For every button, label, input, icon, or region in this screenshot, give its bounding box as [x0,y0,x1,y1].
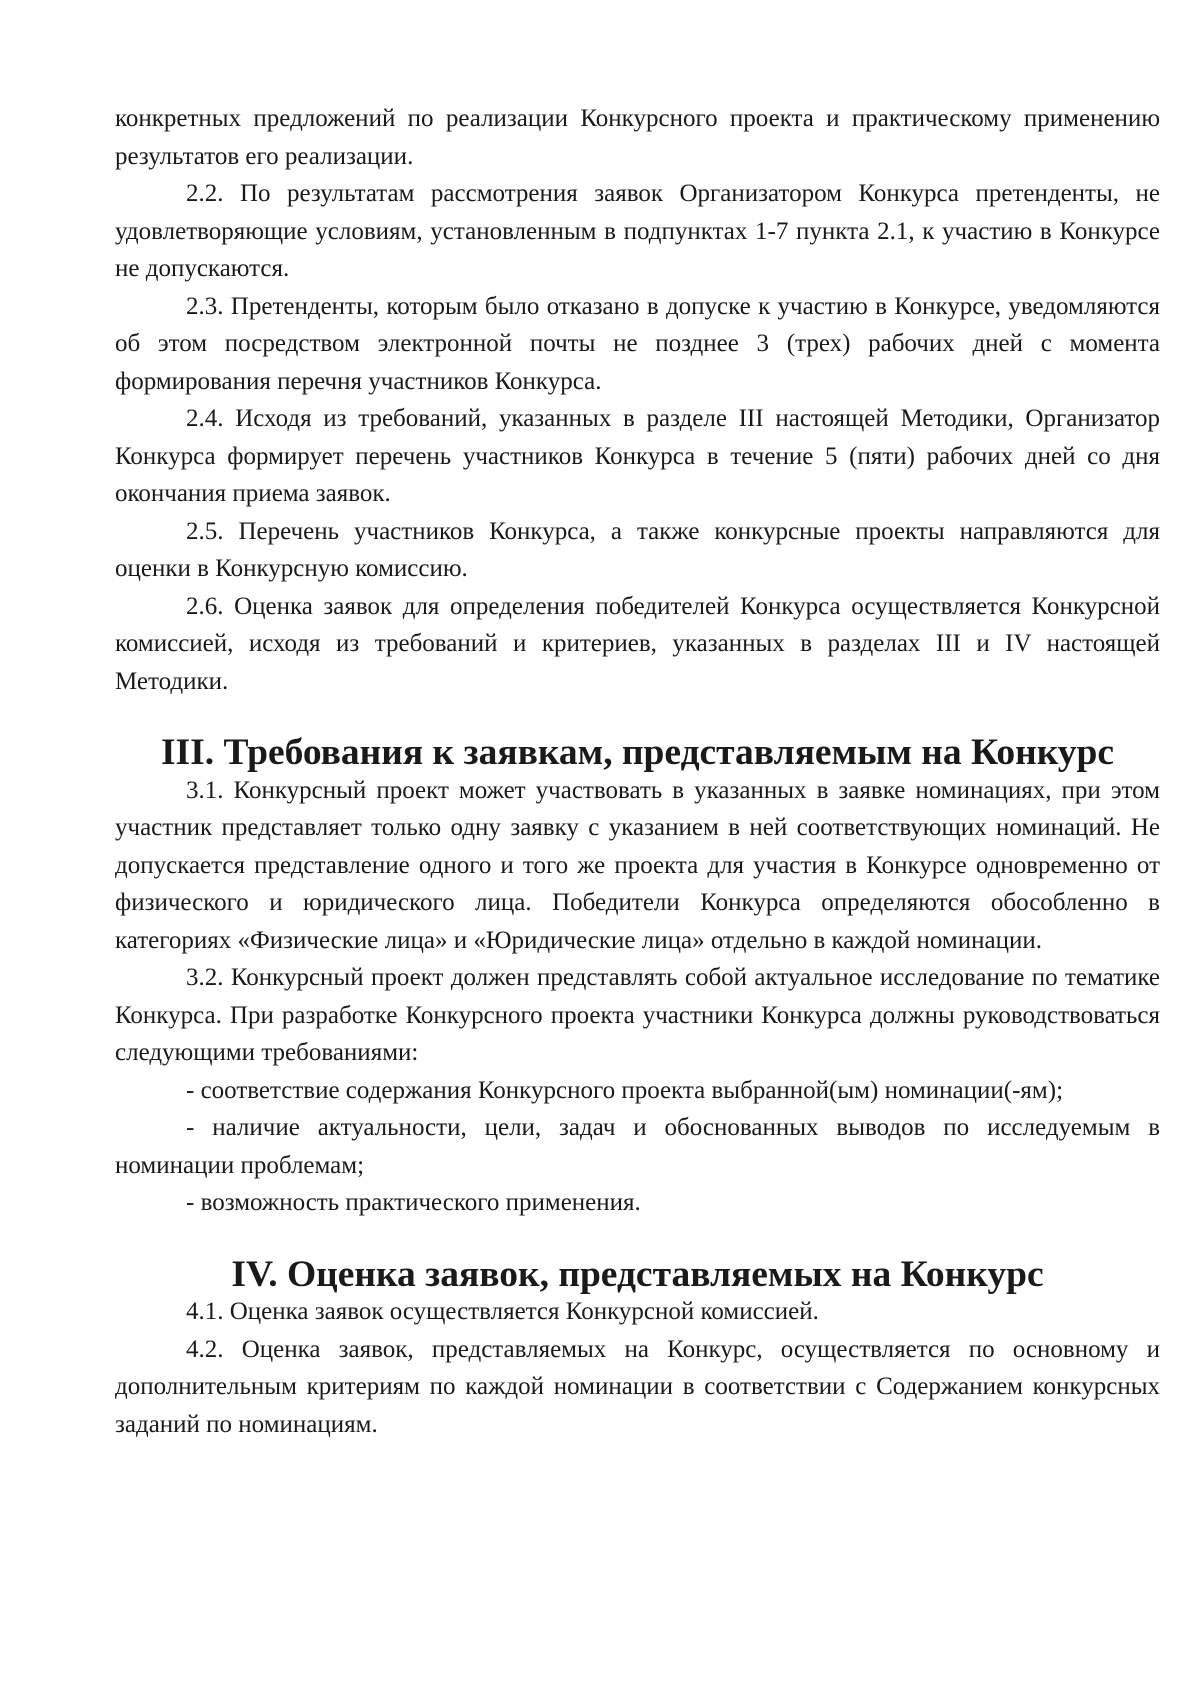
paragraph-3-2: 3.2. Конкурсный проект должен представлять собой актуальное исследование по тематике Конкурса. При разработке Конкурсного проекта участники Конкурса должны руководствоваться следующими требованиями: [115,964,1160,1066]
paragraph-2-3: 2.3. Претенденты, которым было отказано в допуске к участию в Конкурсе, уведомляются об этом посредством электронной почты не позднее 3 (трех) рабочих дней с момента формирования перечня участников Конкурса. [115,292,1160,395]
requirement-item: - соответствие содержания Конкурсного проекта выбранной(ым) номинации(-ям); [186,1076,1064,1104]
paragraph-continuation: конкретных предложений по реализации Конкурсного проекта и практическому применению результатов его реализации. [115,105,1160,170]
paragraph-2-4: 2.4. Исходя из требований, указанных в разделе III настоящей Методики, Организатор Конкурса формирует перечень участников Конкурса в течение 5 (пяти) рабочих дней со дня окончания приема заявок. [115,405,1160,507]
section-3-heading: III. Требования к заявкам, представляемым на Конкурс [160,732,1115,773]
section-4-heading: IV. Оценка заявок, представляемых на Конкурс [231,1253,1044,1295]
paragraph-2-6: 2.6. Оценка заявок для определения победителей Конкурса осуществляется Конкурсной комиссией, исходя из требований и критериев, указанных в разделах III и IV настоящей Методики. [115,592,1160,695]
paragraph-4-1: 4.1. Оценка заявок осуществляется Конкурсной комиссией. [186,1298,819,1325]
requirement-item: - наличие актуальности, цели, задач и обоснованных выводов по исследуемым в номинации проблемам; [115,1114,1160,1179]
document-page [115,100,1160,1443]
requirement-item: - возможность практического применения. [186,1189,641,1216]
paragraph-4-2: 4.2. Оценка заявок, представляемых на Конкурс, осуществляется по основному и дополнительным критериям по каждой номинации в соответствии с Содержанием конкурсных заданий по номинациям. [115,1335,1160,1438]
paragraph-2-2: 2.2. По результатам рассмотрения заявок Организатором Конкурса претенденты, не удовлетворяющие условиям, установленным в подпунктах 1-7 пункта 2.1, к участию в Конкурсе не допускаются. [115,180,1160,282]
paragraph-2-5: 2.5. Перечень участников Конкурса, а также конкурсные проекты направляются для оценки в Конкурсную комиссию. [115,517,1160,582]
paragraph-3-1: 3.1. Конкурсный проект может участвовать в указанных в заявке номинациях, при этом участник представляет только одну заявку с указанием в ней соответствующих номинаций. Не допускается представление одного и того же проекта для участия в Конкурсе одновременно от физического и юридического лица. Победители Конкурса определяются обособленно в категориях «Физические лица» и «Юридические лица» отдельно в каждой номинации. [115,776,1160,954]
